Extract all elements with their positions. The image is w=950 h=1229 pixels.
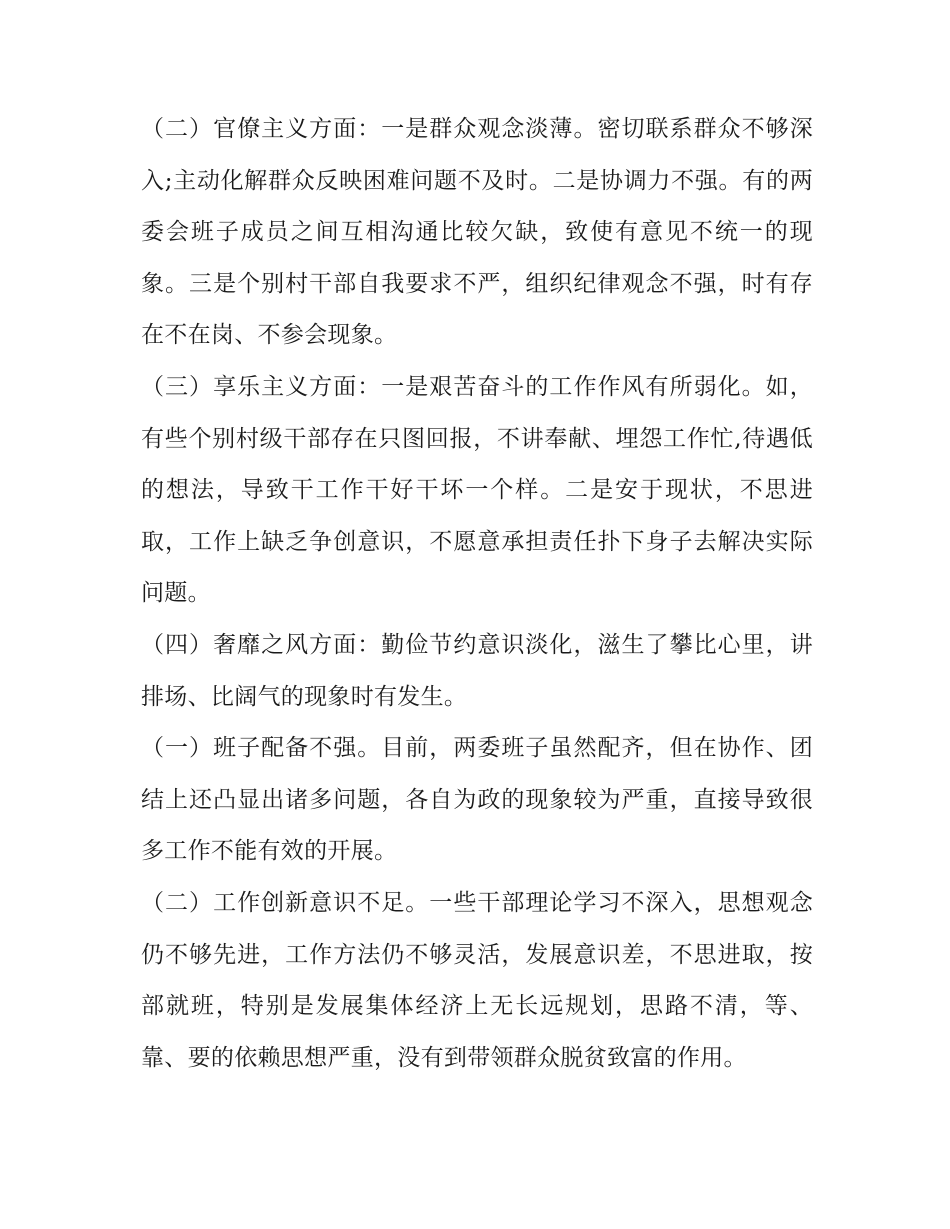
paragraph-bureaucratism: （二）官僚主义方面：一是群众观念淡薄。密切联系群众不够深入;主动化解群众反映困难问题不及时。二是协调力不强。有的两委会班子成员之间互相沟通比较欠缺，致使有意见不统一的现象。三是个别村干部自我要求不严，组织纪律观念不强，时有存在不在岗、不参会现象。 <box>141 116 813 349</box>
document-body <box>141 104 813 1084</box>
paragraph-team-staffing: （一）班子配备不强。目前，两委班子虽然配齐，但在协作、团结上还凸显出诸多问题，各自为政的现象较为严重，直接导致很多工作不能有效的开展。 <box>141 735 813 865</box>
paragraph-extravagance: （四）奢靡之风方面：勤俭节约意识淡化，滋生了攀比心里，讲排场、比阔气的现象时有发生。 <box>141 631 813 710</box>
paragraph-hedonism: （三）享乐主义方面：一是艰苦奋斗的工作作风有所弱化。如，有些个别村级干部存在只图回报，不讲奉献、埋怨工作忙,待遇低的想法，导致干工作干好干坏一个样。二是安于现状，不思进取，工作上缺乏争创意识，不愿意承担责任扑下身子去解决实际问题。 <box>141 373 813 607</box>
paragraph-innovation: （二）工作创新意识不足。一些干部理论学习不深入，思想观念仍不够先进，工作方法仍不够灵活，发展意识差，不思进取，按部就班，特别是发展集体经济上无长远规划，思路不清，等、靠、要的依赖思想严重，没有到带领群众脱贫致富的作用。 <box>141 889 813 1071</box>
